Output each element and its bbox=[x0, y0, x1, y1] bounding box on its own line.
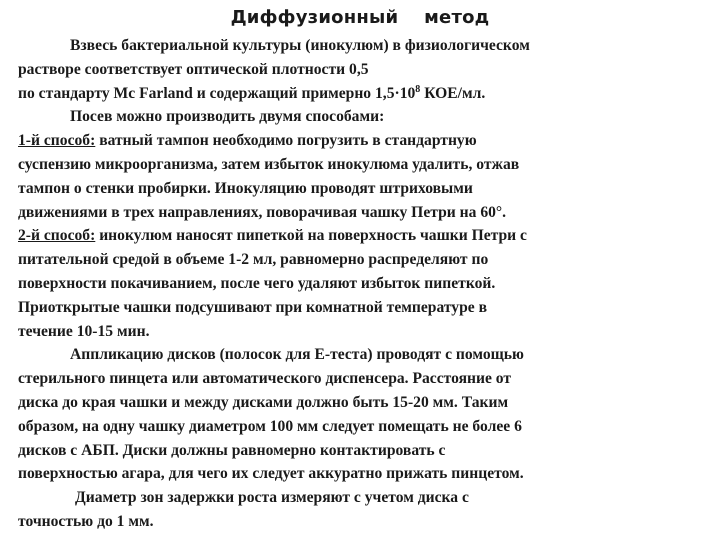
method-1-label: 1-й способ: bbox=[18, 132, 96, 150]
slide-title: Диффузионный метод bbox=[230, 7, 490, 28]
method-2-label: 2-й способ: bbox=[18, 227, 96, 245]
exponent: 8 bbox=[415, 83, 421, 95]
text-fragment: ватный тампон необходимо погрузить в стандартную bbox=[95, 132, 477, 150]
text-line: Приоткрытые чашки подсушивают при комнатной температуре в bbox=[18, 298, 487, 316]
slide-body bbox=[18, 34, 712, 534]
text-line: поверхностью агара, для чего их следует аккуратно прижать пинцетом. bbox=[18, 465, 524, 483]
text-line: образом, на одну чашку диаметром 100 мм следует помещать не более 6 bbox=[18, 417, 522, 435]
text-line: диска до края чашки и между дисками должно быть 15-20 мм. Таким bbox=[18, 393, 509, 411]
text-fragment: КОЕ/мл. bbox=[420, 84, 486, 102]
text-line bbox=[18, 82, 712, 106]
text-line: Взвесь бактериальной культуры (инокулюм) в физиологическом bbox=[70, 37, 530, 54]
text-line: Аппликацию дисков (полосок для Е-теста) проводят с помощью bbox=[70, 346, 524, 364]
text-fragment: по стандарту Mc Farland и содержащий примерно 1,5·10 bbox=[18, 84, 416, 102]
text-line: течение 10-15 мин. bbox=[18, 322, 150, 340]
text-line: движениями в трех направлениях, поворачивая чашку Петри на 60°. bbox=[18, 203, 507, 221]
text-line: тампон о стенки пробирки. Инокуляцию проводят штриховыми bbox=[18, 179, 473, 197]
text-line: дисков с АБП. Диски должны равномерно контактировать с bbox=[18, 441, 446, 459]
text-line: растворе соответствует оптической плотности 0,5 bbox=[18, 60, 369, 78]
text-line: поверхности покачиванием, после чего удаляют избыток пипеткой. bbox=[18, 274, 496, 292]
text-line: Посев можно производить двумя способами: bbox=[70, 108, 385, 126]
text-line: Диаметр зон задержки роста измеряют с учетом диска с bbox=[75, 489, 469, 507]
text-line: стерильного пинцета или автоматического диспенсера. Расстояние от bbox=[18, 370, 512, 388]
text-line: точностью до 1 мм. bbox=[18, 512, 154, 530]
text-line: питательной средой в объеме 1-2 мл, равномерно распределяют по bbox=[18, 251, 489, 269]
text-fragment: инокулюм наносят пипеткой на поверхность чашки Петри с bbox=[95, 227, 527, 245]
text-line bbox=[18, 224, 712, 248]
text-line bbox=[18, 129, 712, 153]
text-line: суспензию микроорганизма, затем избыток инокулюма удалить, отжав bbox=[18, 155, 520, 173]
